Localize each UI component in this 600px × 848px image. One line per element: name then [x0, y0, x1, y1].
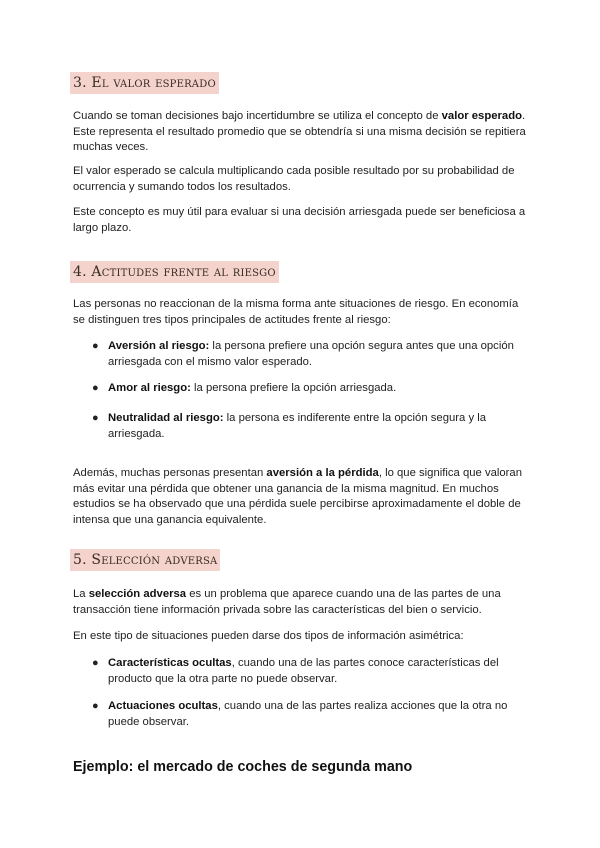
- bullet-icon: ●: [92, 382, 99, 394]
- section-3-heading: 3. El valor esperado: [70, 72, 219, 94]
- section-3-paragraph-2: El valor esperado se calcula multiplicando cada posible resultado por su probabilidad de ocurrencia y sumando todos los resultados.: [73, 165, 515, 193]
- section-5-paragraph-2: En este tipo de situaciones pueden darse dos tipos de información asimétrica:: [73, 630, 464, 642]
- bullet-icon: ●: [92, 700, 99, 712]
- section-3-paragraph-1: Cuando se toman decisiones bajo incertidumbre se utiliza el concepto de valor esperado. Este representa el resultado promedio que se obtendría si una misma decisión se repitiera muchas veces.: [73, 110, 526, 153]
- section-4-intro: Las personas no reaccionan de la misma forma ante situaciones de riesgo. En economía se distinguen tres tipos principales de actitudes frente al riesgo:: [73, 298, 519, 326]
- section-4-paragraph-after: Además, muchas personas presentan aversión a la pérdida, lo que significa que valoran más evitar una pérdida que obtener una ganancia de la misma magnitud. En muchos estudios se ha observado que una pérdida suele percibirse aproximadamente el doble de intensa que una ganancia equivalente.: [73, 467, 522, 526]
- bullet-icon: ●: [92, 412, 99, 424]
- document-page: 3. El valor esperado Cuando se toman decisiones bajo incertidumbre se utiliza el concepto de valor esperado. Este representa el resultado promedio que se obtendría si una misma decisión se repitiera muchas veces. El valor esperado se calcula multiplicando cada posible resultado por su probabilidad de ocurrencia y sumando todos los resultados. Este concepto es muy útil para evaluar si una decisión arriesgada puede ser beneficiosa a largo plazo. 4. Actitudes frente al riesgo Las personas no reaccionan de la misma forma ante situaciones de riesgo. En economía se distinguen tres tipos principales de actitudes frente al riesgo: ● Aversión al riesgo: la persona prefiere una opción segura antes que una opción arriesgada con el mismo valor esperado. ● Amor al riesgo: la persona prefiere la opción arriesgada. ● Neutralidad al riesgo: la persona es indiferente entre la opción segura y la arriesgada. Además, muchas personas presentan aversión a la pérdida, lo que significa que valoran más evitar una pérdida que obtener una ganancia de la misma magnitud. En muchos estudios se ha observado que una pérdida suele percibirse aproximadamente el doble de intensa que una ganancia equivalente. 5. Selección adversa La selección adversa es un problema que aparece cuando una de las partes de una transacción tiene información privada sobre las características del bien o servicio. En este tipo de situaciones pueden darse dos tipos de información asimétrica: ● Características ocultas, cuando una de las partes conoce características del producto que la otra parte no puede observar. ● Actuaciones ocultas, cuando una de las partes realiza acciones que la otra no puede observar. Ejemplo: el mercado de coches de segunda mano: [0, 0, 600, 848]
- section-4-heading: 4. Actitudes frente al riesgo: [70, 261, 279, 283]
- valor-esperado-term: valor esperado: [441, 110, 522, 122]
- example-heading: Ejemplo: el mercado de coches de segunda mano: [73, 759, 413, 775]
- section-5-heading: 5. Selección adversa: [70, 549, 220, 571]
- bullet-icon: ●: [92, 657, 99, 669]
- aversion-perdida-term: aversión a la pérdida: [266, 467, 379, 479]
- section-3-paragraph-3: Este concepto es muy útil para evaluar si una decisión arriesgada puede ser beneficiosa a largo plazo.: [73, 206, 526, 234]
- bullet-icon: ●: [92, 340, 99, 352]
- section-5-paragraph-1: La selección adversa es un problema que aparece cuando una de las partes de una transacción tiene información privada sobre las características del bien o servicio.: [73, 588, 501, 616]
- seleccion-adversa-term: selección adversa: [88, 588, 187, 600]
